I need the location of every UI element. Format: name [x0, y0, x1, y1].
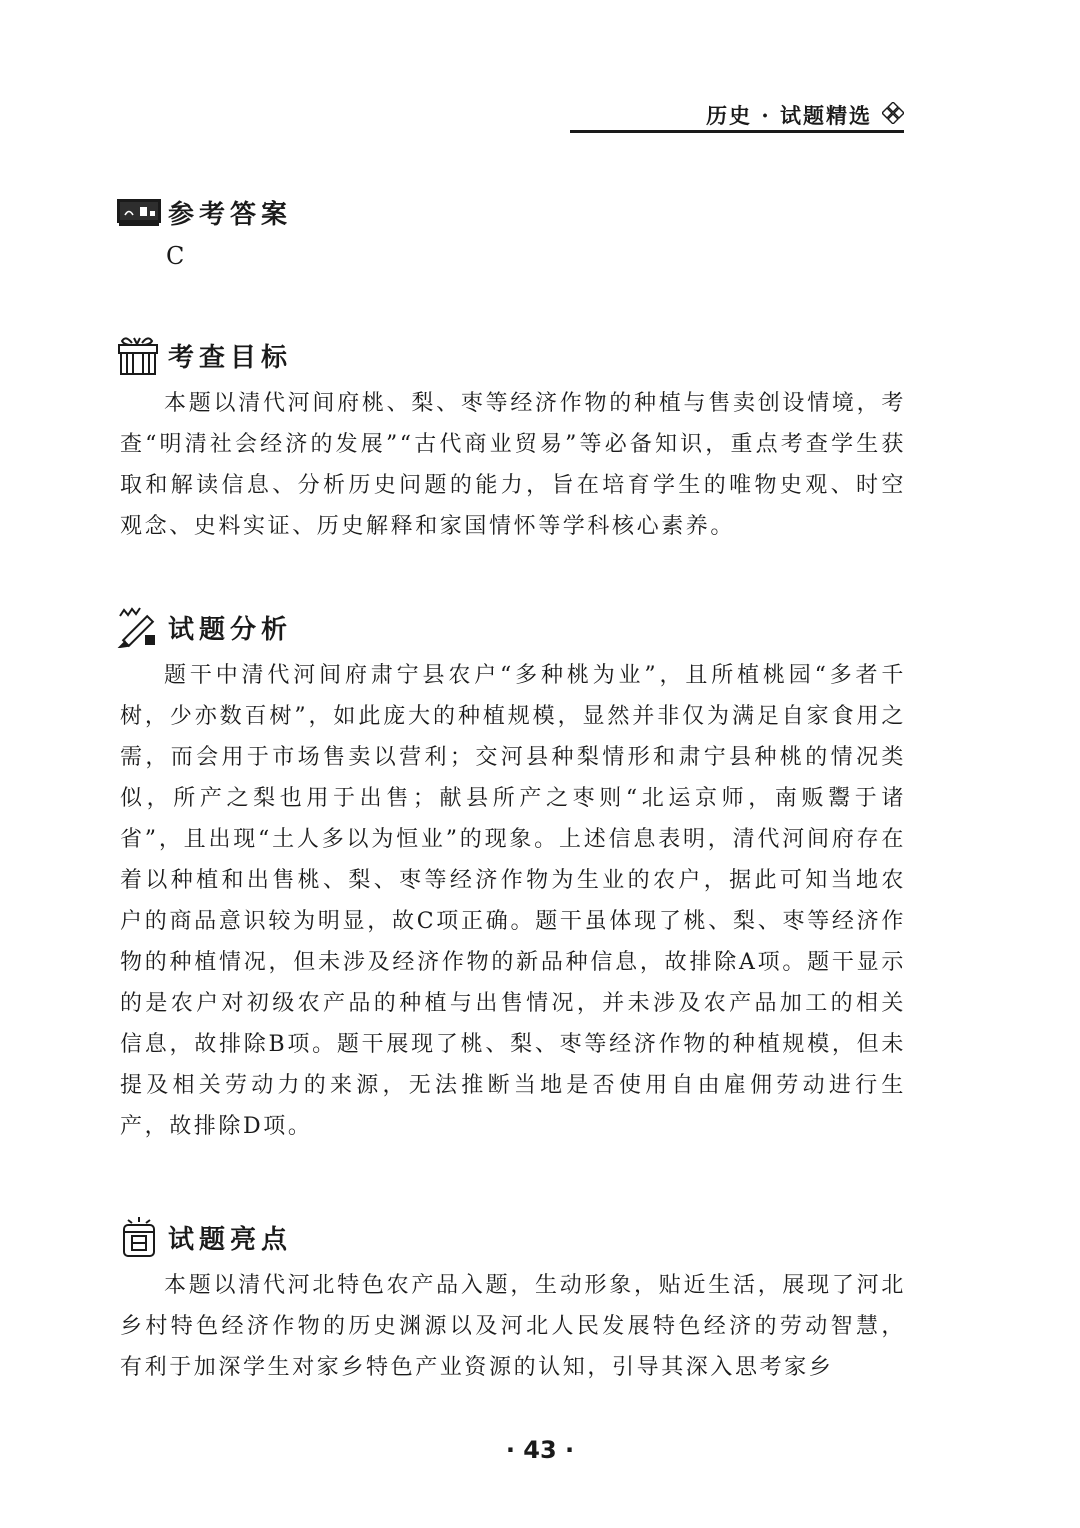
analysis-section	[116, 605, 906, 1147]
objective-heading: 考查目标	[168, 342, 293, 373]
diamond-ornament-icon	[882, 102, 904, 124]
analysis-heading: 试题分析	[168, 614, 293, 645]
gift-box-icon	[116, 334, 162, 376]
pencil-icon	[116, 606, 162, 648]
analysis-text: 题干中清代河间府肃宁县农户“多种桃为业”，且所植桃园“多者千树，少亦数百树”，如此庞大的种植规模，显然并非仅为满足自家食用之需，而会用于市场售卖以营利；交河县种梨情形和肃宁县种桃的情况类似，所产之梨也用于出售；献县所产之枣则“北运京师，南贩鬻于诸省”，且出现“土人多以为恒业”的现象。上述信息表明，清代河间府存在着以种植和出售桃、梨、枣等经济作物为生业的农户，据此可知当地农户的商品意识较为明显，故C项正确。题干虽体现了桃、梨、枣等经济作物的种植情况，但未涉及经济作物的新品种信息，故排除A项。题干显示的是农户对初级农产品的种植与出售情况，并未涉及农产品加工的相关信息，故排除B项。题干展现了桃、梨、枣等经济作物的种植规模，但未提及相关劳动力的来源，无法推断当地是否使用自由雇佣劳动进行生产，故排除D项。	[120, 663, 906, 1139]
highlight-text: 本题以清代河北特色农产品入题，生动形象，贴近生活，展现了河北乡村特色经济作物的历史渊源以及河北人民发展特色经济的劳动智慧，有利于加深学生对家乡特色产业资源的认知，引导其深入思考家乡	[120, 1273, 906, 1380]
highlight-heading: 试题亮点	[168, 1224, 293, 1255]
header-title: 历史 · 试题精选	[706, 103, 872, 128]
chalkboard-icon	[116, 195, 162, 229]
objective-text: 本题以清代河间府桃、梨、枣等经济作物的种植与售卖创设情境，考查“明清社会经济的发展”“古代商业贸易”等必备知识，重点考查学生获取和解读信息、分析历史问题的能力，旨在培育学生的唯物史观、时空观念、史料实证、历史解释和家国情怀等学科核心素养。	[120, 391, 906, 539]
answer-section	[116, 190, 906, 270]
lantern-icon	[116, 1216, 162, 1258]
header-rule	[570, 130, 904, 133]
answer-value: C	[166, 242, 185, 270]
highlight-section	[116, 1215, 906, 1388]
objective-section	[116, 333, 906, 547]
page-number: · 43 ·	[505, 1436, 575, 1464]
answer-heading: 参考答案	[168, 199, 293, 230]
